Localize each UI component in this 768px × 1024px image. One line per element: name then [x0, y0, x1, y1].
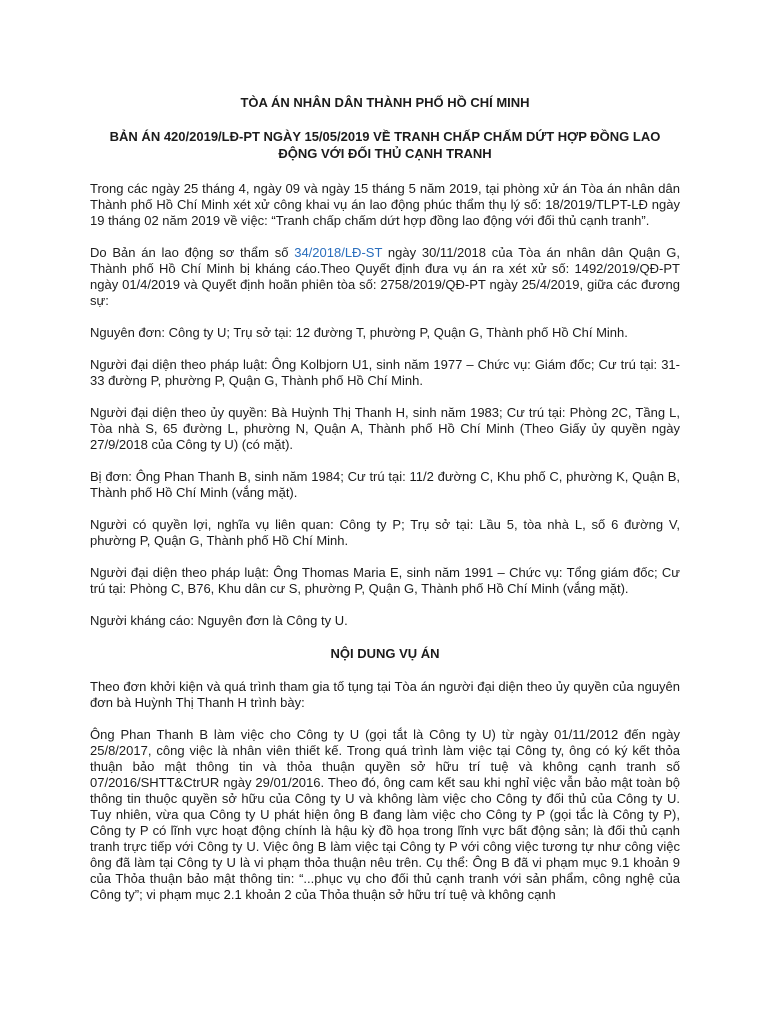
plaintiff-authorized-rep-paragraph: Người đại diện theo ủy quyền: Bà Huỳnh Thị Thanh H, sinh năm 1983; Cư trú tại: Phòng 2C, Tầng L, Tòa nhà S, 65 đường L, phường N, Quận A, Thành phố Hồ Chí Minh (Theo Giấy ủy quyền ngày 27/9/2018 của Công ty U) (có mặt). — [90, 405, 680, 452]
related-party-paragraph: Người có quyền lợi, nghĩa vụ liên quan: Công ty P; Trụ sở tại: Lầu 5, tòa nhà L, số 6 đường V, phường P, Quận G, Thành phố Hồ Chí Minh. — [90, 517, 680, 548]
appeal-suffix-text: ngày 30/11/2018 của Tòa án nhân dân Quận G, Thành phố Hồ Chí Minh bị kháng cáo.Theo Quyết định đưa vụ án ra xét xử số: 1492/2019/QĐ-PT ngày 01/4/2019 và Quyết định hoãn phiên tòa số: 2758/2019/QĐ-PT ngày 25/4/2019, giữa các đương sự: — [90, 245, 680, 308]
content-main-paragraph: Ông Phan Thanh B làm việc cho Công ty U (gọi tắt là Công ty U) từ ngày 01/11/2012 đến ngày 25/8/2017, công việc là nhân viên thiết kế. Trong quá trình làm việc tại Công ty, ông có ký kết thỏa thuận bảo mật thông tin và thỏa thuận quyền sở hữu trí tuệ và không cạnh tranh số 07/2016/SHTT&CtrUR ngày 29/01/2016. Theo đó, ông cam kết sau khi nghỉ việc vẫn bảo mật toàn bộ thông tin thuộc quyền sở hữu của Công ty U và không làm việc cho Công ty đối thủ của Công ty U. Tuy nhiên, vừa qua Công ty U phát hiện ông B đang làm việc cho Công ty P (gọi tắc là Công ty P), Công ty P có lĩnh vực hoạt động chính là hậu kỳ đồ họa trong lĩnh vực bất động sản; là đối thủ cạnh tranh trực tiếp với Công ty U. Việc ông B làm việc tại Công ty P với công việc tương tự như công việc ông đã làm tại Công ty U là vi phạm thỏa thuận nêu trên. Cụ thể: Ông B đã vi phạm mục 9.1 khoản 9 của Thỏa thuận bảo mật thông tin: “...phục vụ cho đối thủ cạnh tranh với sản phẩm, công nghệ của Công ty”; vi phạm mục 2.1 khoản 2 của Thỏa thuận sở hữu trí tuệ và không cạnh — [90, 727, 680, 902]
intro-paragraph: Trong các ngày 25 tháng 4, ngày 09 và ngày 15 tháng 5 năm 2019, tại phòng xử án Tòa án nhân dân Thành phố Hồ Chí Minh xét xử công khai vụ án lao động phúc thẩm thụ lý số: 18/2019/TLPT-LĐ ngày 19 tháng 02 năm 2019 về việc: “Tranh chấp chấm dứt hợp đồng lao động với đối thủ cạnh tranh”. — [90, 181, 680, 228]
plaintiff-paragraph: Nguyên đơn: Công ty U; Trụ sở tại: 12 đường T, phường P, Quận G, Thành phố Hồ Chí Minh. — [90, 325, 628, 340]
first-instance-judgment-link[interactable]: 34/2018/LĐ-ST — [294, 245, 383, 260]
appeal-prefix-text: Do Bản án lao động sơ thẩm số — [90, 245, 295, 260]
related-legal-rep-paragraph: Người đại diện theo pháp luật: Ông Thomas Maria E, sinh năm 1991 – Chức vụ: Tổng giám đốc; Cư trú tại: Phòng C, B76, Khu dân cư S, phường P, Quận G, Thành phố Hồ Chí Minh (vắng mặt). — [90, 565, 680, 596]
case-title-heading: BẢN ÁN 420/2019/LĐ-PT NGÀY 15/05/2019 VỀ TRANH CHẤP CHẤM DỨT HỢP ĐỒNG LAO ĐỘNG VỚI ĐỐI THỦ CẠNH TRANH — [109, 129, 661, 161]
appellant-paragraph: Người kháng cáo: Nguyên đơn là Công ty U. — [90, 613, 348, 628]
defendant-paragraph: Bị đơn: Ông Phan Thanh B, sinh năm 1984; Cư trú tại: 11/2 đường C, Khu phố C, phường K, Quận B, Thành phố Hồ Chí Minh (vắng mặt). — [90, 469, 680, 500]
content-intro-paragraph: Theo đơn khởi kiện và quá trình tham gia tố tụng tại Tòa án người đại diện theo ủy quyền của nguyên đơn bà Huỳnh Thị Thanh H trình bày: — [90, 679, 680, 710]
case-content-heading: NỘI DUNG VỤ ÁN — [330, 646, 440, 661]
court-name-heading: TÒA ÁN NHÂN DÂN THÀNH PHỐ HỒ CHÍ MINH — [240, 95, 530, 110]
plaintiff-legal-rep-paragraph: Người đại diện theo pháp luật: Ông Kolbjorn U1, sinh năm 1977 – Chức vụ: Giám đốc; Cư trú tại: 31-33 đường P, phường P, Quận G, Thành phố Hồ Chí Minh. — [90, 357, 680, 388]
appeal-paragraph — [90, 245, 680, 309]
